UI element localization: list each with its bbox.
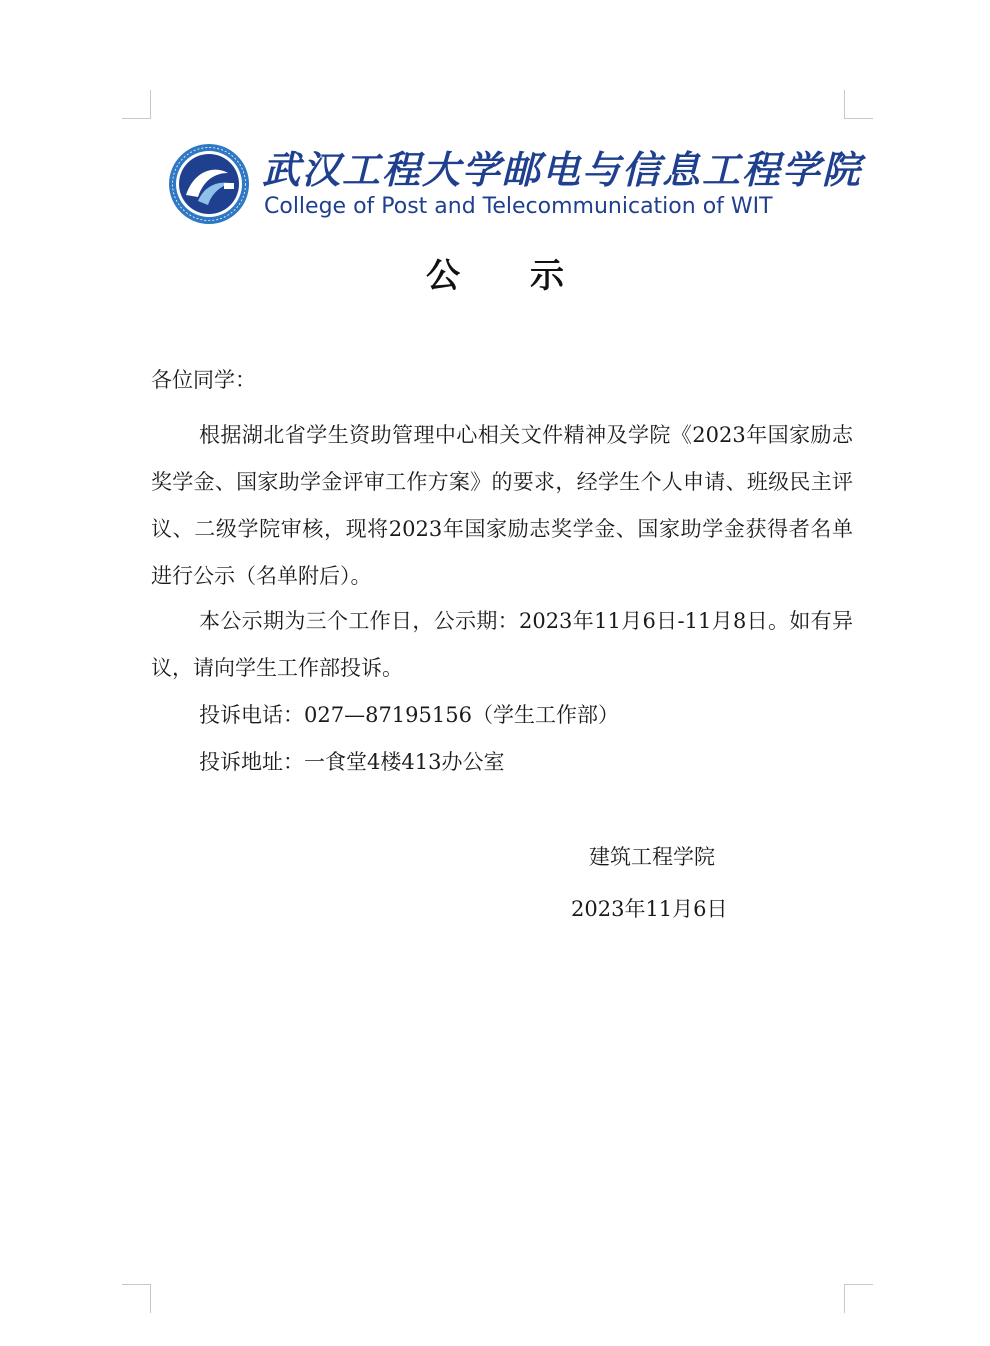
greeting: 各位同学： [151,368,256,392]
signature-organization: 建筑工程学院 [589,845,715,869]
crop-mark-bottom-right [844,1284,873,1313]
notice-title: 公示 [426,256,634,296]
letterhead [168,143,863,225]
college-logo-icon [168,143,250,225]
paragraph-main: 根据湖北省学生资助管理中心相关文件精神及学院《2023年国家励志奖学金、国家助学金评审工作方案》的要求，经学生个人申请、班级民主评议、二级学院审核，现将2023年国家励志奖学金、国家助学金获得者名单进行公示（名单附后）。 [151,423,853,588]
crop-mark-top-left [122,90,151,119]
complaint-phone: 投诉电话：027—87195156（学生工作部） [199,703,619,727]
crop-mark-bottom-left [122,1284,151,1313]
crop-mark-top-right [844,90,873,119]
college-name-chinese: 武汉工程大学邮电与信息工程学院 [262,147,863,192]
college-name-english: College of Post and Telecommunication of WIT [264,194,773,219]
signature-date: 2023年11月6日 [571,897,728,921]
paragraph-period: 本公示期为三个工作日，公示期：2023年11月6日-11月8日。如有异议，请向学生工作部投诉。 [151,609,853,680]
complaint-address: 投诉地址：一食堂4楼413办公室 [199,750,505,774]
